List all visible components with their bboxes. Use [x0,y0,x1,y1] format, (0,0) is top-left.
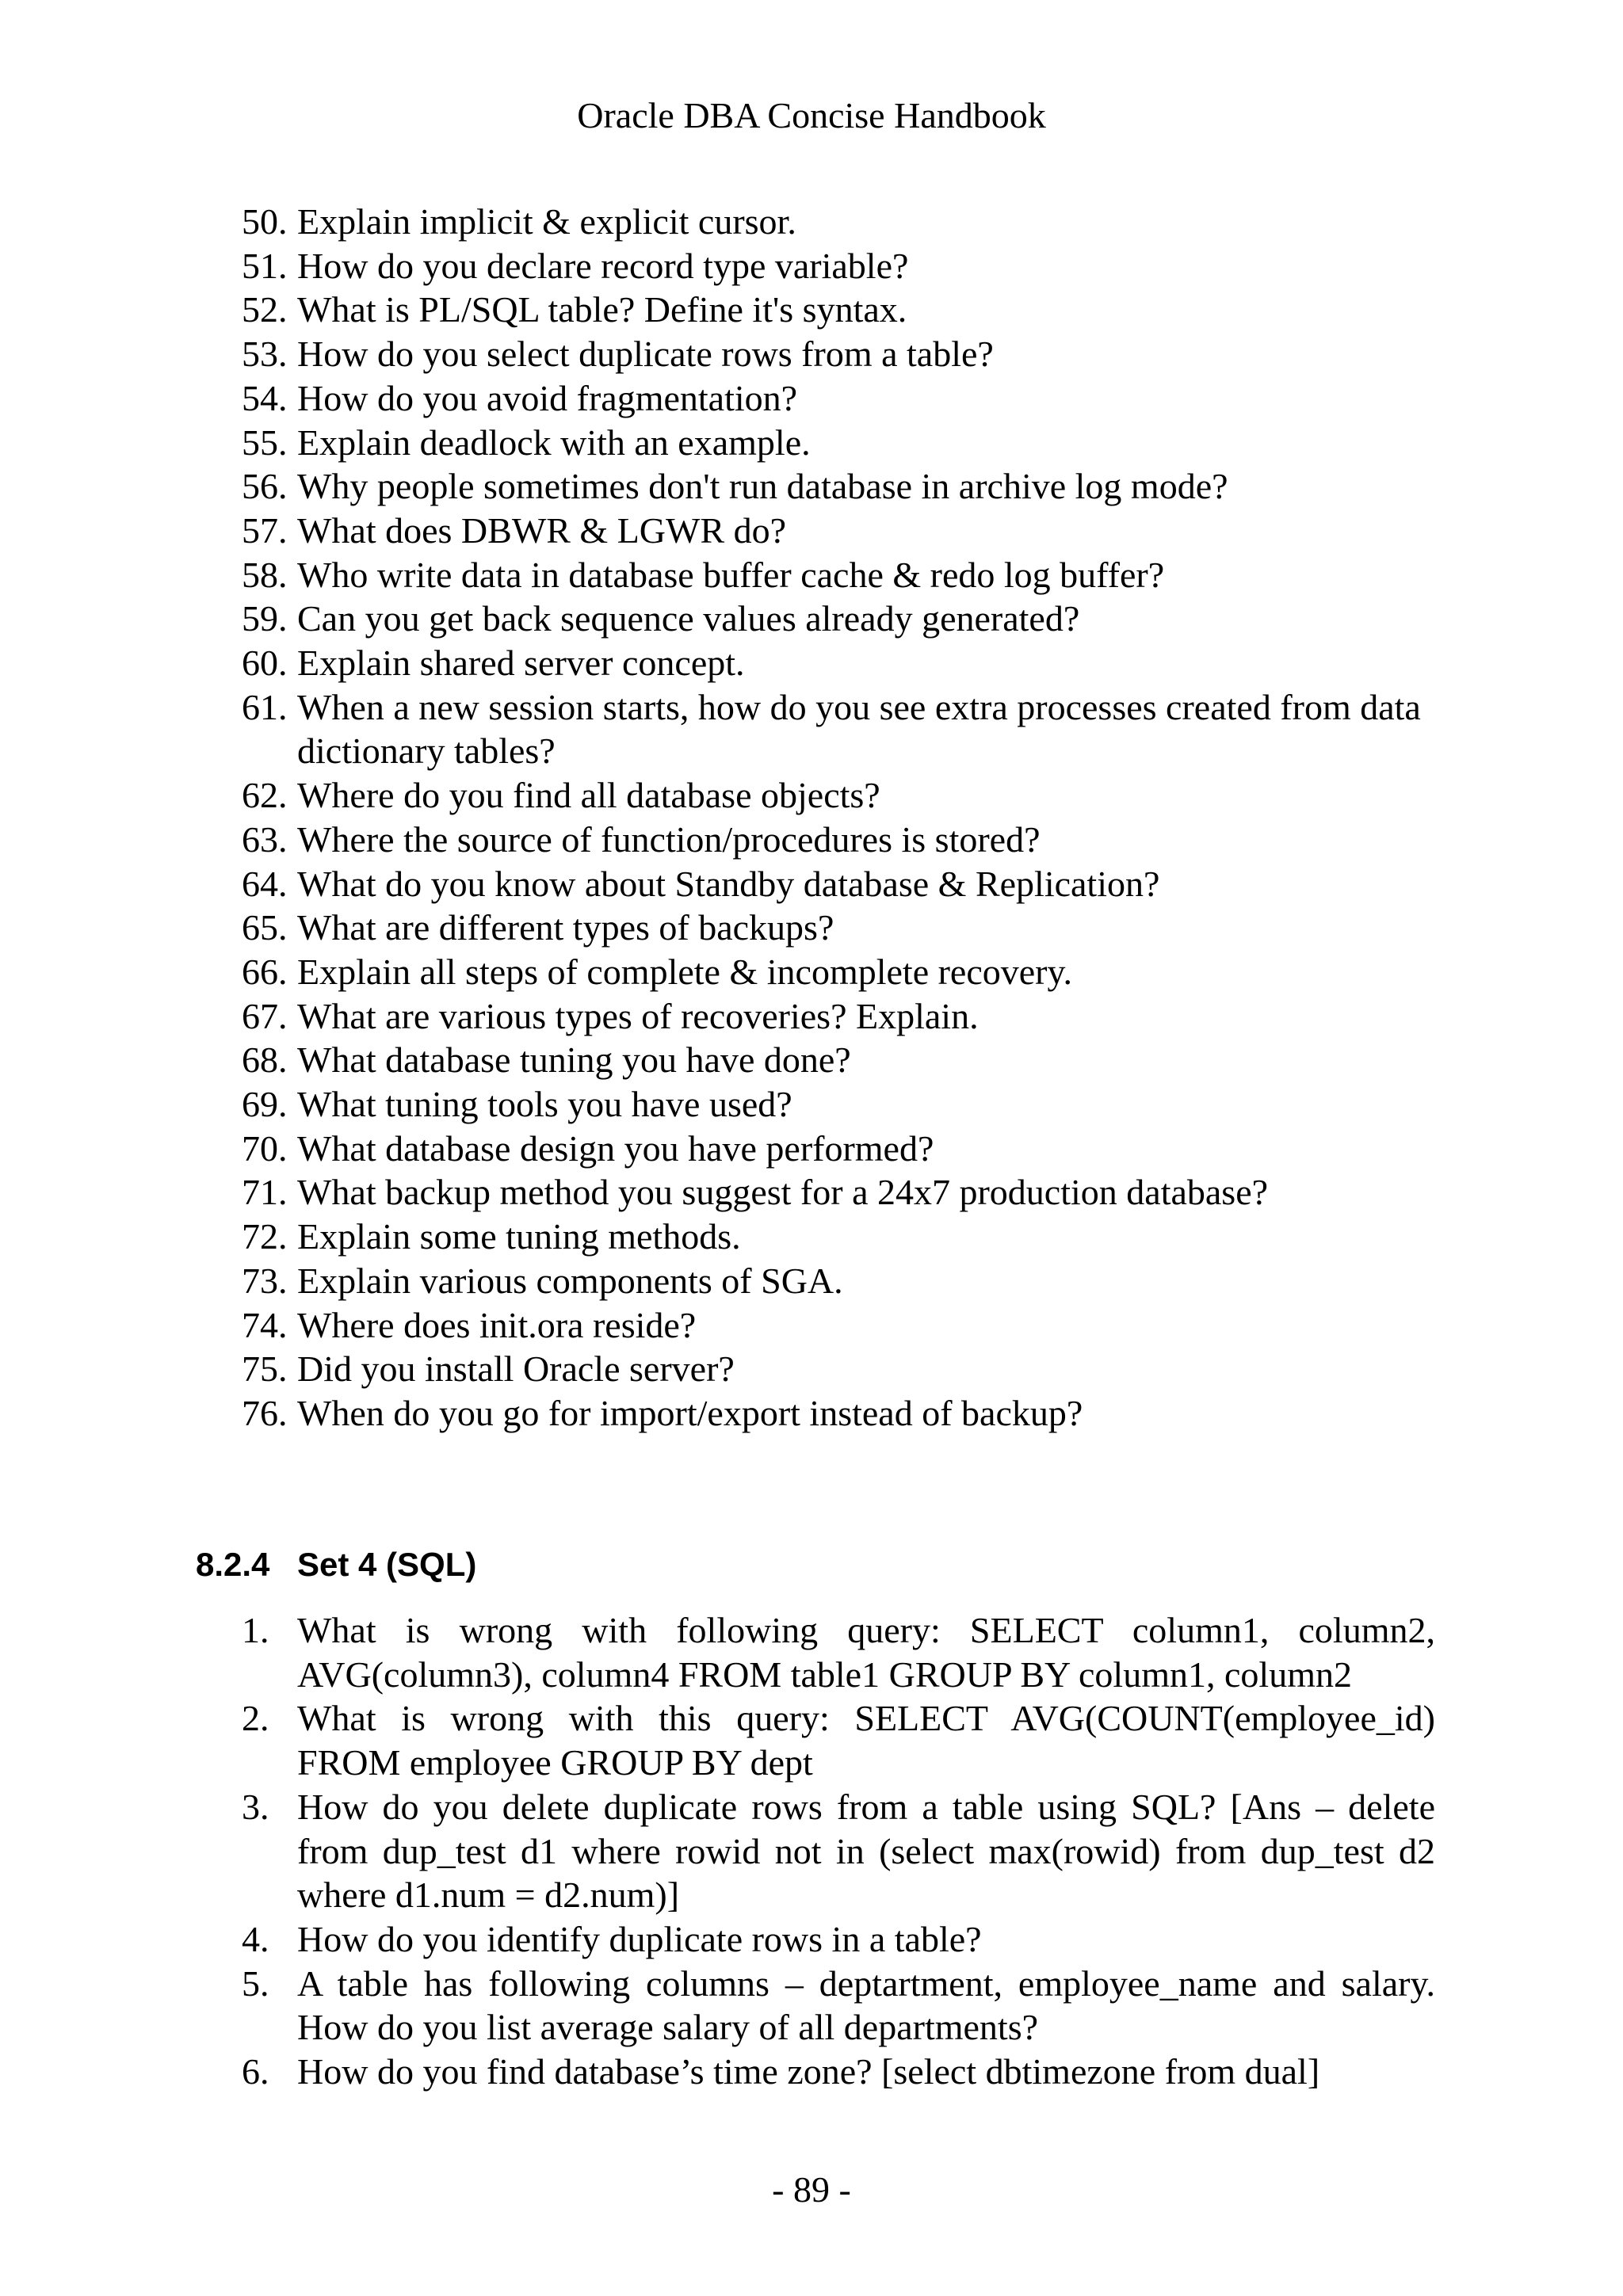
list-item [242,288,1446,332]
section-heading [196,1543,476,1586]
sql-question-list [242,1608,1435,2094]
page-number: - 89 - [772,2169,851,2210]
list-item [242,1303,1446,1348]
list-item [242,244,1446,288]
item-number: 57. [242,509,288,551]
item-number: 58. [242,554,288,595]
list-item [242,1038,1446,1082]
list-item [242,332,1446,376]
item-number: 55. [242,421,288,463]
item-text: What database design you have performed? [297,1127,934,1169]
item-text: Where do you find all database objects? [297,775,880,816]
item-text: What do you know about Standby database & Replication? [297,863,1160,904]
item-text: What does DBWR & LGWR do? [297,509,787,551]
item-text: Explain various components of SGA. [297,1260,843,1301]
item-text: What backup method you suggest for a 24x7 production database? [297,1172,1269,1213]
item-number: 3. [242,1786,269,1827]
item-number: 65. [242,907,288,948]
list-item [242,421,1446,465]
item-number: 75. [242,1348,288,1390]
item-text: Explain deadlock with an example. [297,421,811,463]
item-text: Can you get back sequence values already generated? [297,598,1080,639]
item-number: 64. [242,863,288,904]
item-text: Where does init.ora reside? [297,1304,697,1345]
list-item [242,1347,1446,1391]
item-text: Did you install Oracle server? [297,1348,735,1390]
item-text: What are different types of backups? [297,907,834,948]
item-number: 50. [242,201,288,242]
item-text: How do you avoid fragmentation? [297,377,798,418]
item-number: 62. [242,775,288,816]
item-number: 6. [242,2051,269,2092]
item-text: Explain all steps of complete & incomplete recovery. [297,951,1073,992]
item-number: 72. [242,1216,288,1257]
item-number: 76. [242,1392,288,1433]
item-number: 52. [242,289,288,330]
item-number: 66. [242,951,288,992]
list-item [242,906,1446,950]
list-item [242,1608,1435,1696]
item-text: Explain implicit & explicit cursor. [297,201,796,242]
list-item [242,1082,1446,1127]
list-item [242,862,1446,906]
item-number: 51. [242,245,288,286]
item-number: 59. [242,598,288,639]
item-number: 73. [242,1260,288,1301]
list-item [242,1170,1446,1215]
item-text: What is PL/SQL table? Define it's syntax. [297,289,907,330]
item-number: 67. [242,995,288,1036]
list-item [242,1696,1435,1784]
item-text: Explain shared server concept. [297,643,745,684]
item-text: How do you select duplicate rows from a table? [297,334,994,375]
list-item [242,376,1446,421]
item-number: 69. [242,1084,288,1125]
list-item [242,641,1446,685]
item-number: 2. [242,1698,269,1739]
item-number: 4. [242,1918,269,1959]
list-item [242,773,1446,818]
item-text: What are various types of recoveries? Explain. [297,995,979,1036]
list-item [242,1127,1446,1171]
list-item [242,553,1446,597]
item-number: 61. [242,686,288,727]
item-number: 1. [242,1610,269,1650]
item-text: Where the source of function/procedures is stored? [297,818,1041,860]
list-item [242,597,1446,641]
item-number: 54. [242,377,288,418]
item-text: What database tuning you have done? [297,1039,851,1081]
item-text: Explain some tuning methods. [297,1216,741,1257]
item-text: What is wrong with this query: SELECT AVG(COUNT(employee_id) FROM employee GROUP BY dept [297,1698,1435,1783]
item-number: 56. [242,466,288,507]
item-number: 68. [242,1039,288,1081]
list-item [242,1259,1446,1303]
item-number: 53. [242,334,288,375]
item-text: What is wrong with following query: SELECT column1, column2, AVG(column3), column4 FROM table1 GROUP BY column1, column2 [297,1610,1435,1695]
item-text: What tuning tools you have used? [297,1084,792,1125]
item-number: 74. [242,1304,288,1345]
question-list-continued [242,200,1446,1436]
list-item [242,1962,1435,2050]
item-text: How do you declare record type variable? [297,245,909,286]
list-item [242,950,1446,994]
section-number: 8.2.4 [196,1546,270,1583]
item-text: Who write data in database buffer cache & redo log buffer? [297,554,1165,595]
item-text: How do you identify duplicate rows in a table? [297,1918,982,1959]
item-number: 71. [242,1172,288,1213]
item-number: 60. [242,643,288,684]
section-title: Set 4 (SQL) [297,1546,477,1583]
item-text: How do you find database’s time zone? [select dbtimezone from dual] [297,2051,1320,2092]
list-item [242,685,1446,773]
list-item [242,1391,1446,1436]
item-text: Why people sometimes don't run database in archive log mode? [297,466,1228,507]
list-item [242,464,1446,509]
item-text: How do you delete duplicate rows from a table using SQL? [Ans – delete from dup_test d1 where rowid not in (select max(rowid) from dup_test d2 where d1.num = d2.num)] [297,1786,1435,1916]
list-item [242,994,1446,1039]
item-text: When a new session starts, how do you see extra processes created from data dictionary tables? [297,686,1421,772]
item-number: 63. [242,818,288,860]
list-item [242,509,1446,553]
list-item [242,818,1446,862]
item-text: When do you go for import/export instead of backup? [297,1392,1083,1433]
item-number: 5. [242,1962,269,2004]
list-item [242,1785,1435,1917]
list-item [242,2050,1435,2094]
running-header: Oracle DBA Concise Handbook [577,95,1046,135]
list-item [242,200,1446,244]
list-item [242,1917,1435,1962]
item-number: 70. [242,1127,288,1169]
item-text: A table has following columns – deptartment, employee_name and salary. How do you list average salary of all departments? [297,1962,1435,2048]
list-item [242,1215,1446,1259]
